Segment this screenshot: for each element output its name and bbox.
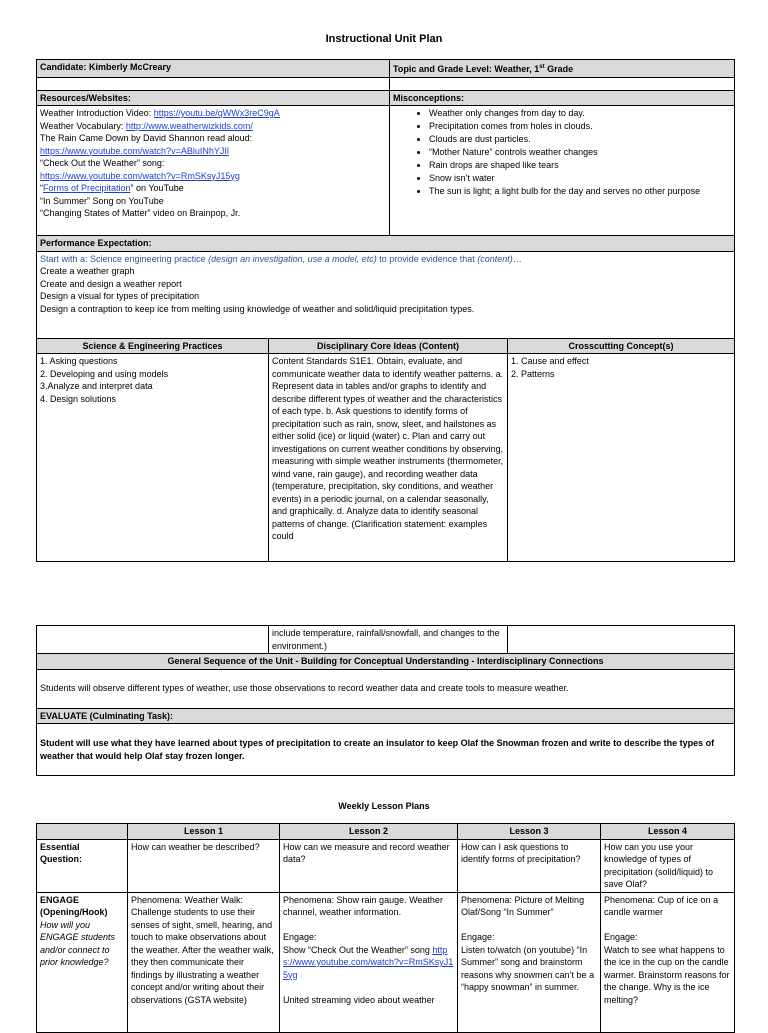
weekly-title: Weekly Lesson Plans [338,801,430,811]
evaluate-text: Student will use what they have learned about types of precipitation to create an insulator to keep Olaf the Snowman frozen and write to describe the types of weather that would help Olaf stay frozen longer. [37,724,735,776]
topic-cell: Topic and Grade Level: Weather, 1st Grade [390,60,735,78]
performance-expectations: Start with a: Science engineering practice (design an investigation, use a model, etc) to provide evidence that (content)… Create a weather graph Create and design a weather report Design a visual for types of precipitation Design a contraption to keep ice from melting using knowledge of weather and solid/liquid precipitation types. [37,251,735,338]
candidate-cell: Candidate: Kimberly McCreary [37,60,390,78]
resource-link-precipitation[interactable]: Forms of Precipitation [43,183,131,193]
unit-plan-table-continued [36,625,735,776]
misconception-item: • Snow isn’t water [429,172,731,185]
essential-question-4: How can you use your knowledge of types of precipitation (solid/liquid) to save Olaf? [601,839,735,892]
engage-lesson-2: Phenomena: Show rain gauge. Weather channel, weather information. Engage: Show “Check Out the Weather” song https://www.youtube.com/watch?v=RmSKsyJ15yg United streaming video about weather [280,892,458,1032]
crosscutting-header: Crosscutting Concept(s) [508,338,735,354]
misconceptions-header: Misconceptions: [390,90,735,106]
lesson-2-header: Lesson 2 [280,824,458,840]
core-ideas-text: Content Standards S1E1. Obtain, evaluate, and communicate weather data to identify weather patterns. a. Represent data in tables and/or graphs to identify and describe different types of weather and the characteristics of each type. b. Ask questions to identify forms of precipitation such as rain, snow, sleet, and hailstones as either solid (ice) or liquid (water) c. Plan and carry out investigations on current weather conditions by observing, measuring with simple weather instruments (thermometer, wind vane, rain gauge), and recording weather data (temperature, precipitation, sky conditions, and weather events) in a periodic journal, on a calendar seasonally, and graphically. d. Analyze data to identify seasonal patterns of change. (Clarification statement: examples could [269,354,508,562]
weekly-lesson-table [36,823,735,1033]
misconception-item: • The sun is light; a light bulb for the day and serves no other purpose [429,185,731,198]
lesson-3-header: Lesson 3 [458,824,601,840]
engage-lesson-3: Phenomena: Picture of Melting Olaf/Song “In Summer” Engage: Listen to/watch (on youtube) “In Summer” song and brainstorm reasons why snowmen can’t be a “happy snowman” in summer. [458,892,601,1032]
misconception-item: • Weather only changes from day to day. [429,107,731,120]
resource-link-intro-video[interactable]: https://youtu.be/qWWx3reC9gA [153,108,280,118]
resource-link-rain-came-down[interactable]: https://www.youtube.com/watch?v=ABluINhYJIl [40,145,229,156]
sequence-header: General Sequence of the Unit - Building for Conceptual Understanding - Interdisciplinary Connections [37,654,735,670]
core-ideas-continued: include temperature, rainfall/snowfall, and changes to the environment.) [269,626,508,654]
crosscutting-list: 1. Cause and effect 2. Patterns [508,354,735,562]
essential-question-label: Essential Question: [37,839,128,892]
essential-question-2: How can we measure and record weather data? [280,839,458,892]
resource-link-vocabulary[interactable]: http://www.weatherwizkids.com/ [125,120,253,131]
engage-lesson-2-link[interactable]: https://www.youtube.com/watch?v=RmSKsyJ15yg [283,944,454,980]
performance-header: Performance Expectation: [37,236,735,252]
sequence-text: Students will observe different types of weather, use those observations to record weather data and create tools to measure weather. [37,669,735,708]
engage-label: ENGAGE (Opening/Hook) How will you ENGAGE students and/or connect to prior knowledge? [37,892,128,1032]
essential-question-3: How can I ask questions to identify forms of precipitation? [458,839,601,892]
resources-header: Resources/Websites: [37,90,390,106]
practices-list: 1. Asking questions 2. Developing and using models 3.Analyze and interpret data 4. Design solutions [37,354,269,562]
lesson-4-header: Lesson 4 [601,824,735,840]
lesson-1-header: Lesson 1 [128,824,280,840]
engage-lesson-1: Phenomena: Weather Walk: Challenge students to use their senses of sight, smell, hearing, and touch to make observations about the weather. After the weather walk, they then communicate their findings by illustrating a weather concept and/or writing about their observations (GSTA website) [128,892,280,1032]
unit-plan-table [36,59,735,562]
resource-link-check-weather[interactable]: https://www.youtube.com/watch?v=RmSKsyJ15yg [40,170,240,181]
essential-question-1: How can weather be described? [128,839,280,892]
misconceptions-list [390,106,735,236]
resources-list: Weather Introduction Video: https://youtu.be/qWWx3reC9gA Weather Vocabulary: http://www.weatherwizkids.com/ The Rain Came Down by David Shannon read aloud: https://www.youtube.com/watch?v=ABluINhYJIl “Check Out the Weather” song: https://www.youtube.com/watch?v=RmSKsyJ15yg “Forms of Precipitation” on YouTube “In Summer” Song on YouTube “Changing States of Matter” video on Brainpop, Jr. [37,106,390,236]
misconception-item: • Precipitation comes from holes in clouds. [429,120,731,133]
page-title: Instructional Unit Plan [325,33,443,45]
misconception-item: • Rain drops are shaped like tears [429,159,731,172]
engage-lesson-4: Phenomena: Cup of ice on a candle warmer Engage: Watch to see what happens to the ice in the cup on the candle warmer. Brainstorm reasons for the change. Why is the ice melting? [601,892,735,1032]
practices-header: Science & Engineering Practices [37,338,269,354]
core-ideas-header: Disciplinary Core Ideas (Content) [269,338,508,354]
evaluate-header: EVALUATE (Culminating Task): [37,708,735,724]
misconception-item: • “Mother Nature” controls weather changes [429,146,731,159]
misconception-item: • Clouds are dust particles. [429,133,731,146]
